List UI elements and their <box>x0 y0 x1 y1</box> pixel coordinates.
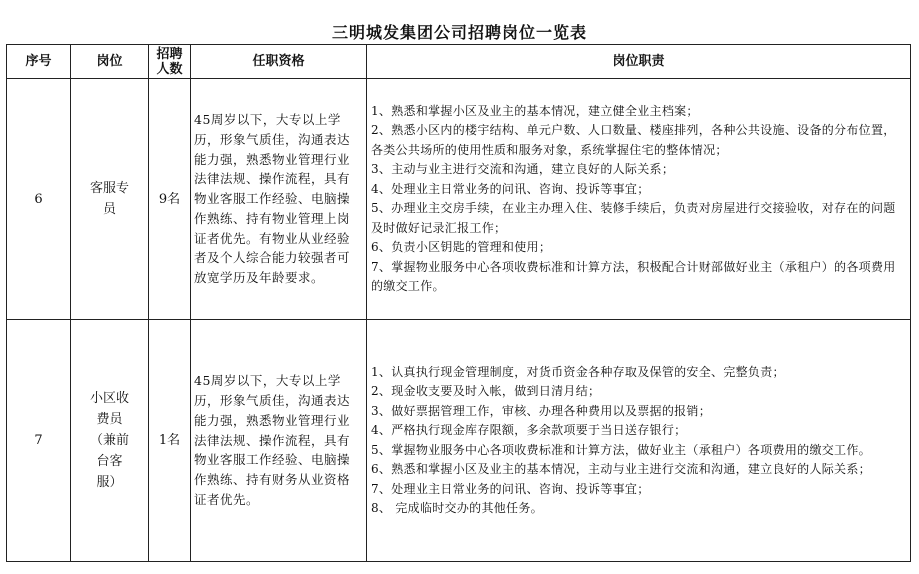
row-post-label: 客服专员 <box>89 181 129 217</box>
duty-item: 4、处理业主日常业务的问讯、咨询、投诉等事宜； <box>371 181 650 196</box>
duty-item: 6、熟悉和掌握小区及业主的基本情况，主动与业主进行交流和沟通，建立良好的人际关系； <box>371 462 871 476</box>
row-seq: 7 <box>7 320 71 562</box>
header-duties: 岗位职责 <box>367 45 911 79</box>
row-seq: 6 <box>7 79 71 320</box>
row-duties <box>367 320 911 562</box>
header-seq: 序号 <box>7 45 71 79</box>
duty-item: 5、办理业主交房手续，在业主办理入住、装修手续后，负责对房屋进行交接验收，对存在的问题及时做好记录汇报工作； <box>371 201 896 235</box>
header-requirements: 任职资格 <box>191 45 367 79</box>
header-row <box>7 45 911 79</box>
row-requirements: 45周岁以下，大专以上学历，形象气质佳，沟通表达能力强，熟悉物业管理行业法律法规、操作流程，具有物业客服工作经验、电脑操作熟练、持有财务从业资格证者优先。 <box>191 320 367 562</box>
duty-item: 1、熟悉和掌握小区及业主的基本情况，建立健全业主档案； <box>371 103 699 118</box>
table-row <box>7 320 911 562</box>
row-post-label: 小区收费员（兼前台客服） <box>89 391 129 490</box>
header-post: 岗位 <box>71 45 149 79</box>
duty-item: 7、掌握物业服务中心各项收费标准和计算方法，积极配合计财部做好业主（承租户）的各项费用的缴交工作。 <box>371 259 896 293</box>
header-count: 招聘人数 <box>149 45 191 79</box>
table-row <box>7 79 911 320</box>
row-count: 1名 <box>149 320 191 562</box>
duty-item: 3、做好票据管理工作，审核、办理各种费用以及票据的报销； <box>371 403 712 418</box>
row-duties <box>367 79 911 320</box>
duty-item: 1、认真执行现金管理制度，对货币资金各种存取及保管的安全、完整负责； <box>371 364 785 379</box>
row-post <box>71 79 149 320</box>
row-requirements: 45周岁以下，大专以上学历，形象气质佳，沟通表达能力强，熟悉物业管理行业法律法规、操作流程，具有物业客服工作经验、电脑操作熟练、持有物业管理上岗证者优先。有物业从业经验者及个人综合能力较强者可放宽学历及年龄要求。 <box>191 79 367 320</box>
duty-item: 4、严格执行现金库存限额，多余款项要于当日送存银行； <box>371 423 687 437</box>
duty-item: 2、熟悉小区内的楼宇结构、单元户数、人口数量、楼座排列，各种公共设施、设备的分布位置，各类公共场所的使用性质和服务对象，系统掌握住宅的整体情况； <box>371 123 896 157</box>
page-title: 三明城发集团公司招聘岗位一览表 <box>331 23 587 42</box>
duty-item: 8、 完成临时交办的其他任务。 <box>371 501 543 515</box>
row-post <box>71 320 149 562</box>
duty-item: 3、主动与业主进行交流和沟通，建立良好的人际关系； <box>371 162 675 176</box>
recruitment-table <box>6 44 911 562</box>
duty-item: 6、负责小区钥匙的管理和使用； <box>371 240 552 254</box>
row-count: 9名 <box>149 79 191 320</box>
duty-item: 5、掌握物业服务中心各项收费标准和计算方法，做好业主（承租户）各项费用的缴交工作。 <box>371 442 871 457</box>
duty-item: 7、处理业主日常业务的问讯、咨询、投诉等事宜； <box>371 481 650 496</box>
duty-item: 2、现金收支要及时入帐，做到日清月结； <box>371 384 601 398</box>
